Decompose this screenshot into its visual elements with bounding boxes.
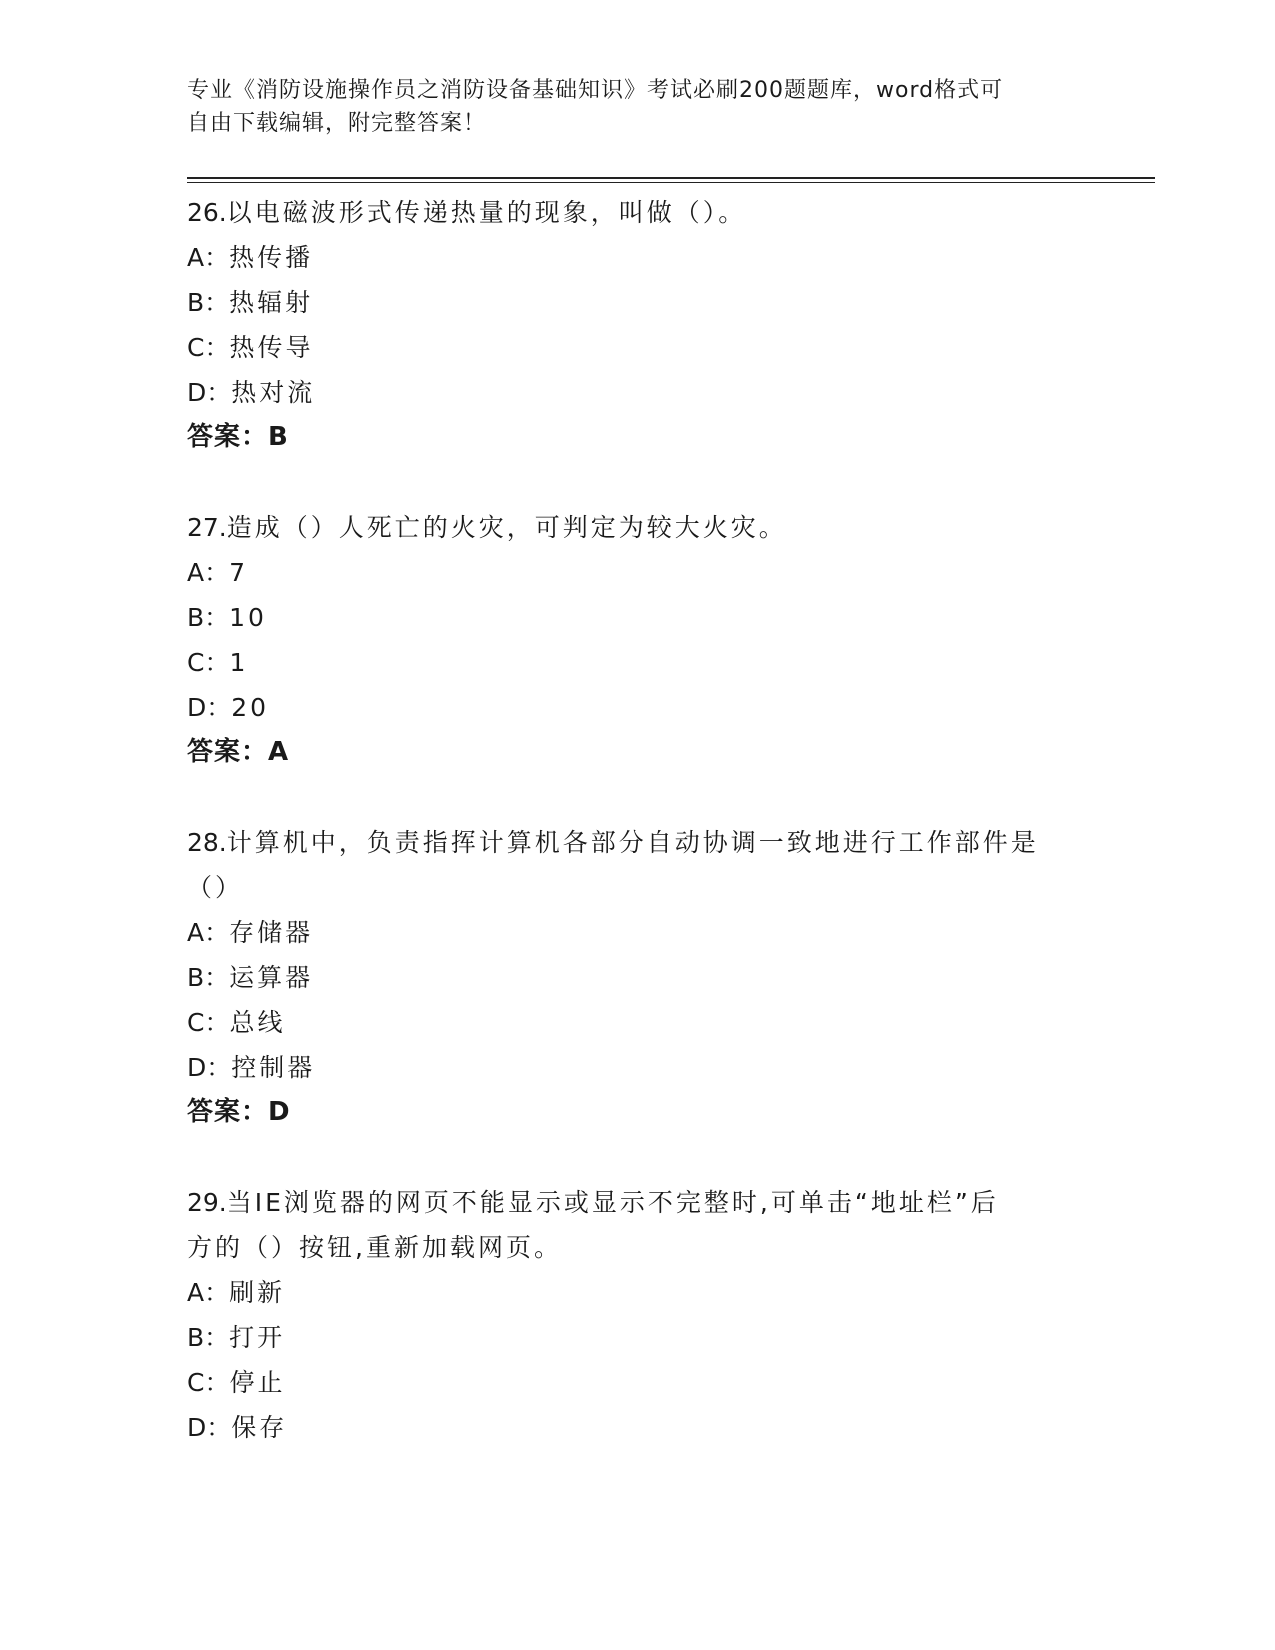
option-c: C：1: [187, 648, 249, 677]
option-a: A：热传播: [187, 243, 314, 272]
header-divider: [187, 177, 1155, 183]
question-29: [187, 1180, 1087, 1450]
answer: 答案：A: [187, 737, 290, 767]
option-d: D：热对流: [187, 378, 316, 407]
answer: 答案：B: [187, 422, 289, 452]
question-28: [187, 820, 1087, 1135]
question-text-line-2: （）: [187, 873, 244, 902]
option-b: B：热辐射: [187, 288, 314, 317]
question-text: 29.当IE浏览器的网页不能显示或显示不完整时,可单击“地址栏”后: [187, 1188, 999, 1217]
answer: 答案：D: [187, 1097, 291, 1127]
option-a: A：存储器: [187, 918, 314, 947]
header-line-1: 专业《消防设施操作员之消防设备基础知识》考试必刷200题题库，word格式可: [187, 78, 1004, 103]
document-header: [187, 74, 1087, 140]
question-26: [187, 190, 1087, 460]
option-c: C：总线: [187, 1008, 286, 1037]
question-text-line-2: 方的（）按钮,重新加载网页。: [187, 1233, 562, 1262]
header-line-2: 自由下载编辑，附完整答案！: [187, 111, 487, 136]
question-27: [187, 505, 1087, 775]
option-c: C：停止: [187, 1368, 286, 1397]
option-b: B：10: [187, 603, 267, 632]
question-text: 28.计算机中，负责指挥计算机各部分自动协调一致地进行工作部件是: [187, 828, 1039, 857]
option-d: D：20: [187, 693, 270, 722]
question-number: 29.: [187, 1188, 227, 1217]
question-text: 27.造成（）人死亡的火灾，可判定为较大火灾。: [187, 513, 787, 542]
question-number: 28.: [187, 828, 227, 857]
option-c: C：热传导: [187, 333, 314, 362]
question-list: [187, 190, 1087, 1495]
option-a: A：刷新: [187, 1278, 286, 1307]
option-b: B：打开: [187, 1323, 286, 1352]
option-b: B：运算器: [187, 963, 314, 992]
option-a: A：7: [187, 558, 249, 587]
question-number: 27.: [187, 513, 227, 542]
question-number: 26.: [187, 198, 227, 227]
option-d: D：控制器: [187, 1053, 316, 1082]
question-text: 26.以电磁波形式传递热量的现象，叫做（）。: [187, 198, 747, 227]
option-d: D：保存: [187, 1413, 288, 1442]
